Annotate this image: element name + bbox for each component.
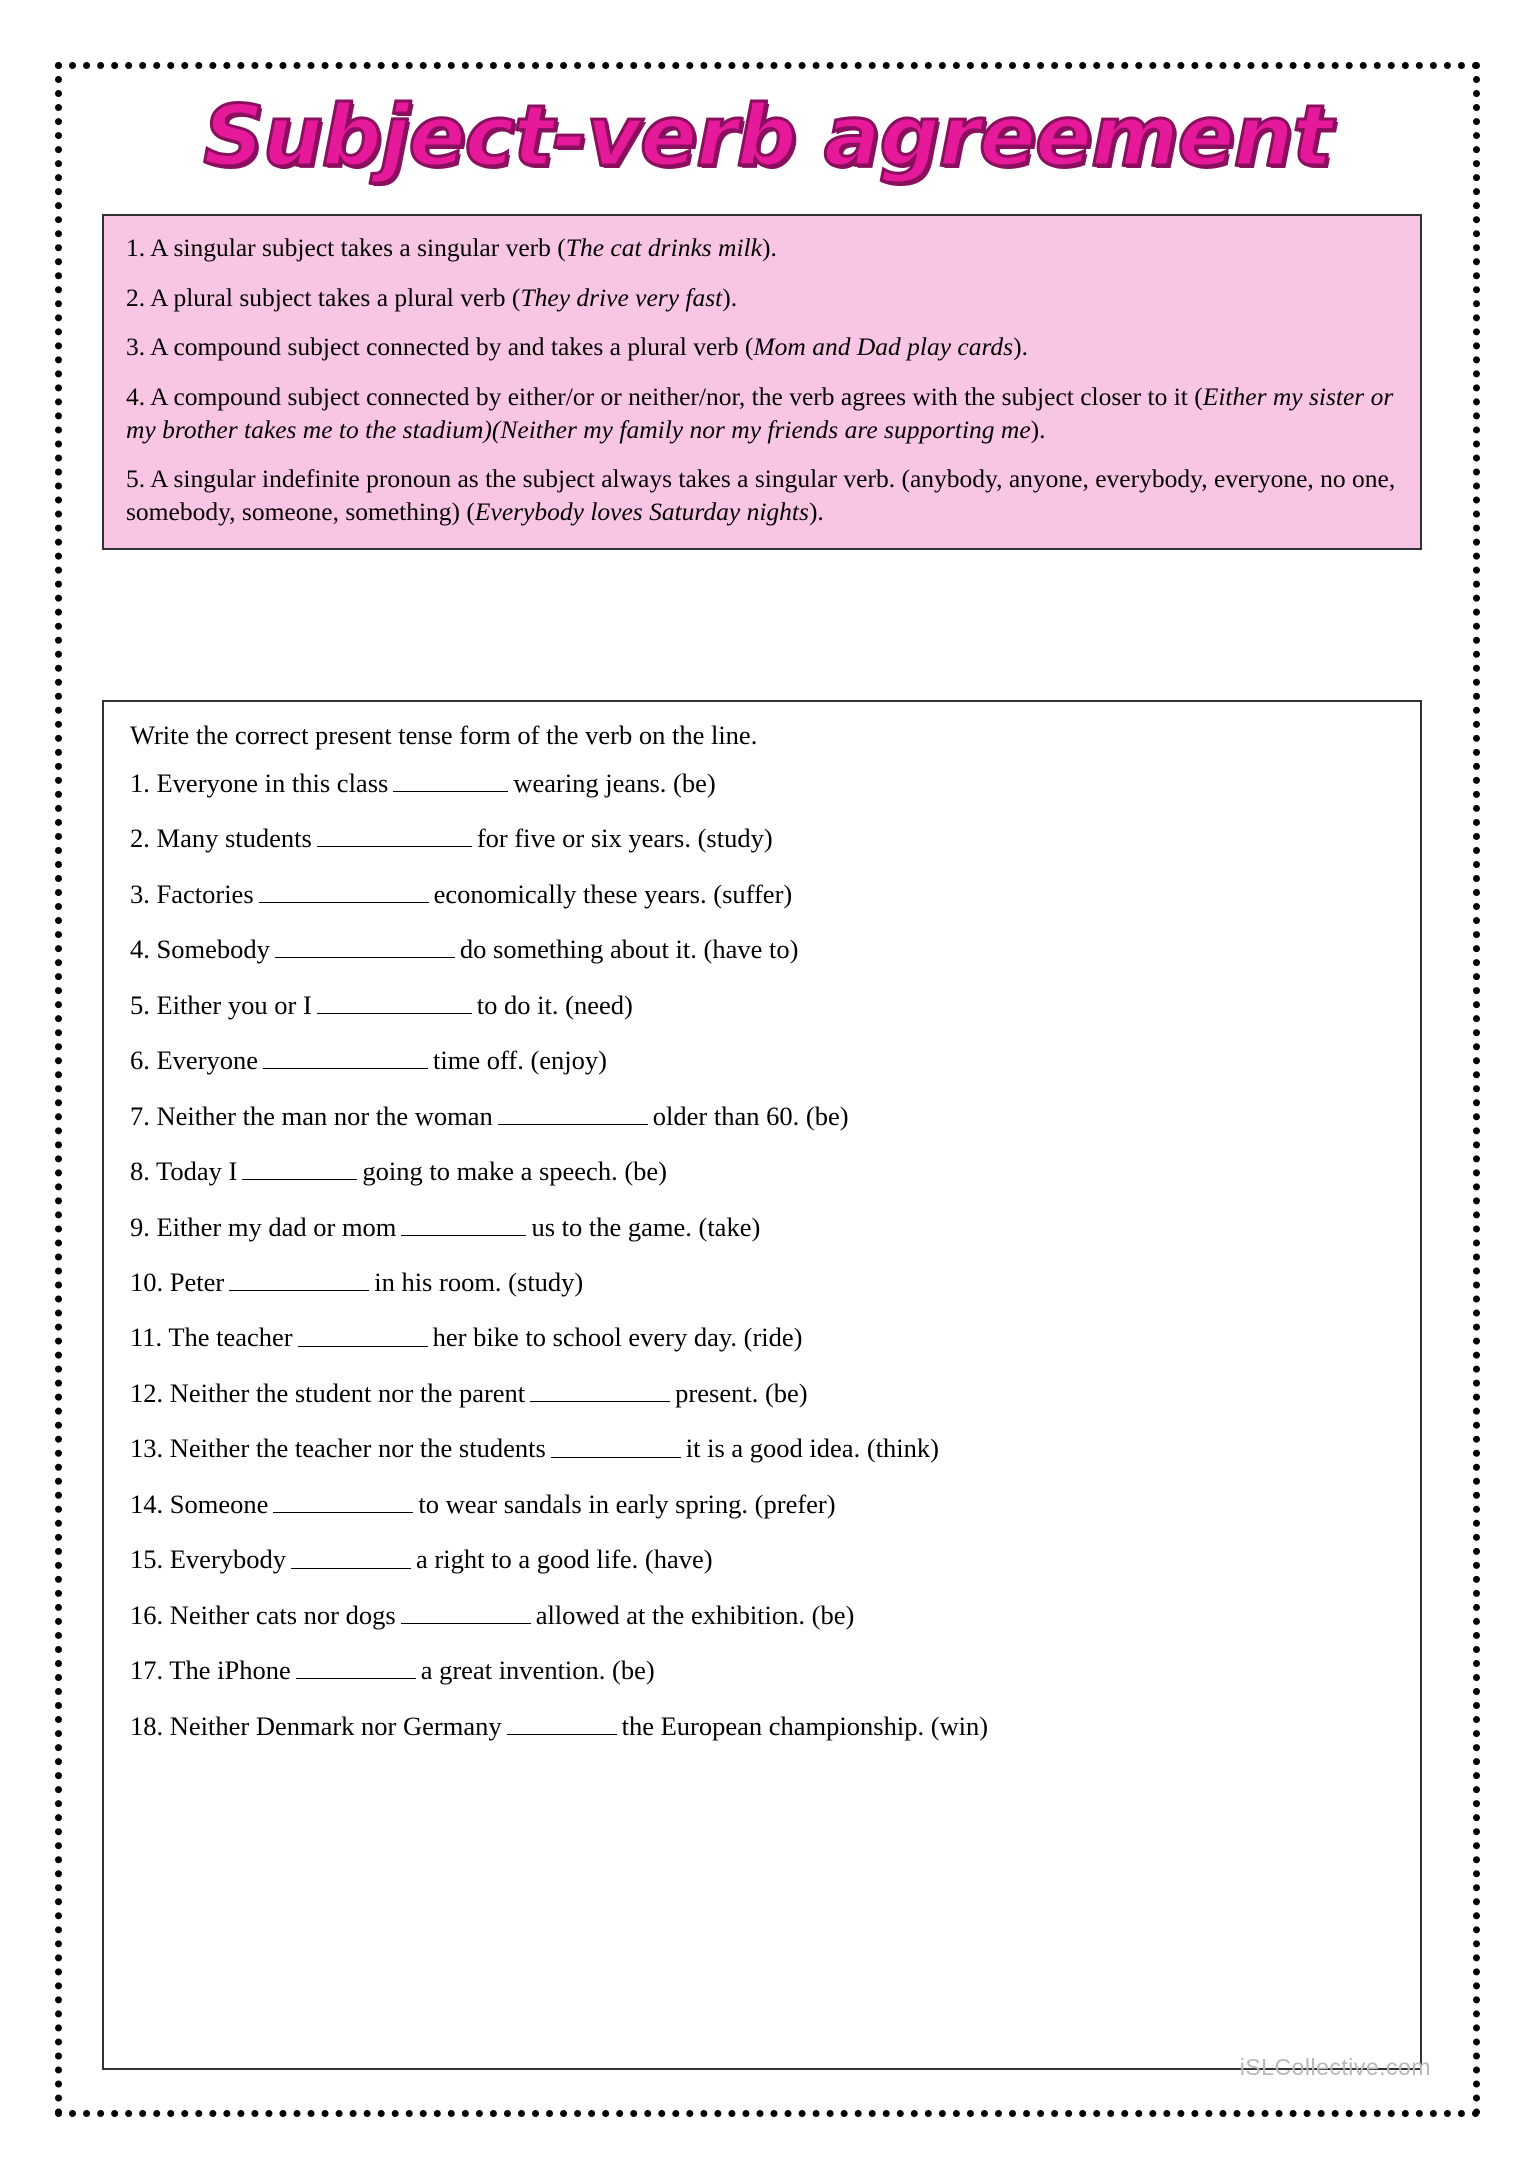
question-number: 7. (130, 1100, 150, 1131)
question-list (130, 766, 1394, 1743)
answer-blank[interactable] (401, 1598, 531, 1624)
rule-text: A singular subject takes a singular verb ( (150, 233, 566, 262)
question-item (130, 1043, 1394, 1077)
question-text-before: Everyone (156, 1045, 259, 1076)
answer-blank[interactable] (259, 877, 429, 903)
answer-blank[interactable] (242, 1154, 357, 1180)
rule-text: A compound subject connected by and takes a plural verb ( (150, 332, 754, 362)
question-item (130, 877, 1394, 911)
answer-blank[interactable] (275, 932, 455, 958)
question-text-after: us to the game. (take) (531, 1211, 761, 1242)
rule-number: 1. (126, 233, 146, 262)
question-text-after: present. (be) (675, 1378, 808, 1409)
question-text-before: The iPhone (169, 1655, 291, 1686)
question-item (130, 1653, 1394, 1687)
question-number: 1. (130, 767, 150, 798)
rule-text-end: ). (808, 496, 824, 526)
rule-example: Everybody loves Saturday nights (474, 496, 809, 526)
question-text-before: Factories (156, 878, 254, 909)
question-number: 12. (130, 1378, 164, 1409)
question-text-after: going to make a speech. (be) (362, 1156, 667, 1187)
answer-blank[interactable] (298, 1320, 428, 1346)
question-number: 17. (130, 1655, 164, 1686)
question-text-before: Either you or I (156, 989, 312, 1020)
question-text-after: allowed at the exhibition. (be) (535, 1600, 855, 1630)
answer-blank[interactable] (291, 1542, 411, 1568)
question-number: 15. (130, 1544, 164, 1575)
question-item (130, 766, 1394, 800)
question-number: 5. (130, 989, 150, 1020)
question-text-before: Everybody (169, 1544, 287, 1575)
question-text-before: Today I (156, 1156, 238, 1187)
question-number: 9. (130, 1211, 150, 1242)
exercise-instructions: Write the correct present tense form of the verb on the line. (130, 720, 758, 750)
answer-blank[interactable] (317, 988, 472, 1014)
question-item (130, 1542, 1394, 1576)
question-item (130, 1210, 1394, 1244)
answer-blank[interactable] (393, 766, 508, 792)
question-text-after: time off. (enjoy) (433, 1045, 607, 1076)
question-number: 8. (130, 1156, 150, 1187)
rule-example: Either my sister or my brother takes me to the stadium)(Neither my family nor my friends are supporting me (126, 381, 1394, 444)
rule-text-end: ). (1013, 332, 1028, 362)
answer-blank[interactable] (498, 1099, 648, 1125)
question-text-after: a right to a good life. (have) (416, 1544, 713, 1575)
rule-number: 2. (126, 282, 146, 312)
question-item (130, 1154, 1394, 1188)
question-text-before: Somebody (156, 934, 270, 965)
site-watermark: iSLCollective.com (1239, 2054, 1431, 2080)
rule-item (126, 282, 1398, 315)
rule-example: They drive very fast (520, 282, 723, 312)
question-number: 14. (130, 1489, 164, 1520)
question-number: 2. (130, 823, 150, 854)
rule-number: 5. (126, 464, 146, 494)
question-text-after: in his room. (study) (374, 1267, 584, 1298)
question-text-after: the European championship. (win) (621, 1710, 989, 1741)
question-number: 3. (130, 878, 150, 909)
question-text-after: to do it. (need) (476, 989, 633, 1020)
question-item (130, 932, 1394, 966)
question-text-before: Neither the student nor the parent (169, 1378, 526, 1409)
question-text-before: Neither the man nor the woman (156, 1100, 493, 1131)
answer-blank[interactable] (401, 1210, 526, 1236)
question-text-before: Neither the teacher nor the students (169, 1433, 546, 1464)
question-text-before: Neither cats nor dogs (169, 1600, 396, 1630)
question-text-before: Everyone in this class (156, 767, 389, 798)
page-title (90, 87, 1445, 206)
question-item (130, 1598, 1394, 1632)
rule-number: 4. (126, 381, 146, 411)
answer-blank[interactable] (507, 1709, 617, 1735)
rule-item (126, 331, 1398, 364)
question-item (130, 821, 1394, 855)
answer-blank[interactable] (551, 1431, 681, 1457)
question-text-after: do something about it. (have to) (459, 934, 799, 965)
question-text-after: economically these years. (suffer) (433, 878, 793, 909)
question-text-after: it is a good idea. (think) (685, 1433, 939, 1464)
question-text-before: The teacher (168, 1322, 293, 1353)
rule-example: Mom and Dad play cards (753, 332, 1014, 362)
question-item (130, 988, 1394, 1022)
answer-blank[interactable] (296, 1653, 416, 1679)
rule-text: A compound subject connected by either/or or neither/nor, the verb agrees with the subject closer to it ( (150, 381, 1203, 411)
question-text-after: wearing jeans. (be) (513, 767, 716, 798)
question-number: 13. (130, 1433, 164, 1464)
question-number: 18. (130, 1710, 164, 1741)
question-number: 4. (130, 934, 150, 965)
rule-example: The cat drinks milk (565, 233, 762, 262)
rule-text-end: ). (722, 282, 738, 312)
answer-blank[interactable] (263, 1043, 428, 1069)
question-item (130, 1099, 1394, 1133)
question-item (130, 1265, 1394, 1299)
rule-text-end: ). (761, 233, 777, 262)
question-item (130, 1431, 1394, 1465)
question-text-before: Neither Denmark nor Germany (169, 1710, 502, 1741)
rule-text: A plural subject takes a plural verb ( (150, 282, 521, 312)
answer-blank[interactable] (530, 1376, 670, 1402)
rule-item (126, 463, 1398, 528)
question-number: 16. (130, 1600, 164, 1630)
question-item (130, 1709, 1394, 1743)
question-text-after: older than 60. (be) (652, 1100, 849, 1131)
rules-panel (102, 214, 1422, 550)
rule-item (126, 232, 1398, 265)
rule-item (126, 381, 1398, 446)
answer-blank[interactable] (273, 1487, 413, 1513)
question-item (130, 1376, 1394, 1410)
rule-number: 3. (126, 332, 146, 362)
question-text-before: Many students (156, 823, 312, 854)
question-text-before: Peter (169, 1267, 225, 1298)
question-text-after: a great invention. (be) (420, 1655, 655, 1686)
question-item (130, 1320, 1394, 1354)
question-text-after: her bike to school every day. (ride) (432, 1322, 803, 1353)
rule-text: A singular indefinite pronoun as the subject always takes a singular verb. (anybody, anyone, everybody, everyone, no one, somebody, someone, something) ( (126, 464, 1396, 526)
question-text-after: for five or six years. (study) (476, 823, 773, 854)
question-item (130, 1487, 1394, 1521)
question-number: 10. (130, 1267, 164, 1298)
question-number: 11. (130, 1322, 163, 1353)
answer-blank[interactable] (229, 1265, 369, 1291)
worksheet-title: Subject-verb agreement (203, 87, 1332, 185)
answer-blank[interactable] (317, 821, 472, 847)
exercise-panel (102, 700, 1422, 2070)
question-text-before: Either my dad or mom (156, 1211, 397, 1242)
question-number: 6. (130, 1045, 150, 1076)
question-text-after: to wear sandals in early spring. (prefer) (418, 1489, 836, 1520)
question-text-before: Someone (169, 1489, 269, 1520)
rule-text-end: ). (1030, 414, 1046, 444)
